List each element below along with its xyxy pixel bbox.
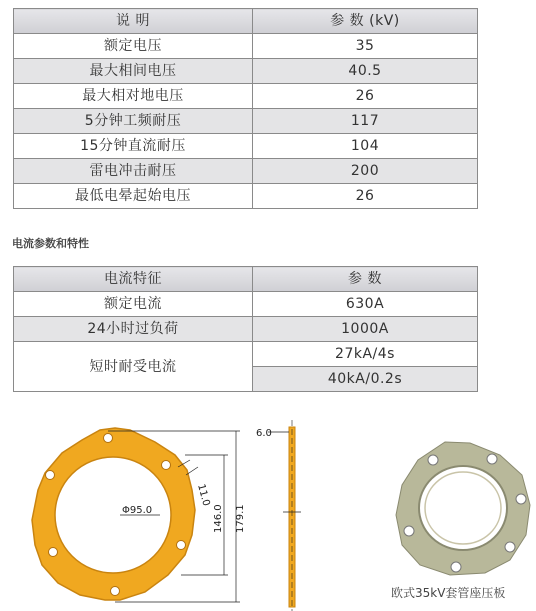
row-value: 35 <box>253 34 478 59</box>
bolt-hole-icon <box>104 434 113 443</box>
table-row <box>14 342 478 367</box>
row-label: 短时耐受电流 <box>14 342 253 392</box>
row-value: 1000A <box>253 317 478 342</box>
table-row <box>14 84 478 109</box>
dim-thickness: 6.0 <box>256 428 272 439</box>
table-row <box>14 109 478 134</box>
bolt-hole-icon <box>404 526 414 536</box>
row-value: 40kA/0.2s <box>253 367 478 392</box>
row-label: 24小时过负荷 <box>14 317 253 342</box>
row-value: 117 <box>253 109 478 134</box>
table-row <box>14 34 478 59</box>
row-label: 额定电压 <box>14 34 253 59</box>
row-value: 630A <box>253 292 478 317</box>
table-row <box>14 292 478 317</box>
bolt-hole-icon <box>162 461 171 470</box>
row-value: 104 <box>253 134 478 159</box>
row-label: 雷电冲击耐压 <box>14 159 253 184</box>
pressure-plate-drawing <box>0 415 536 611</box>
table-header-row <box>14 267 478 292</box>
bolt-hole-icon <box>49 548 58 557</box>
row-value: 26 <box>253 184 478 209</box>
current-parameters-table <box>13 266 478 392</box>
row-value: 200 <box>253 159 478 184</box>
section-title: 电流参数和特性 <box>12 237 89 250</box>
dim-179: 179.1 <box>235 504 246 533</box>
photo-caption: 欧式35kV套管座压板 <box>391 586 506 600</box>
table-row <box>14 59 478 84</box>
bolt-hole-icon <box>516 494 526 504</box>
bolt-hole-icon <box>487 454 497 464</box>
row-value: 40.5 <box>253 59 478 84</box>
plate-side-view <box>268 420 301 611</box>
row-label: 15分钟直流耐压 <box>14 134 253 159</box>
bolt-hole-icon <box>111 587 120 596</box>
dim-inner-diameter: Φ95.0 <box>122 505 153 516</box>
bolt-hole-icon <box>505 542 515 552</box>
header-parameter: 参 数 <box>253 267 478 292</box>
table-row <box>14 134 478 159</box>
header-current-feature: 电流特征 <box>14 267 253 292</box>
row-label: 最大相间电压 <box>14 59 253 84</box>
row-value: 27kA/4s <box>253 342 478 367</box>
metal-plate-photo <box>396 442 530 575</box>
row-label: 额定电流 <box>14 292 253 317</box>
voltage-parameters-table <box>13 8 478 209</box>
row-value: 26 <box>253 84 478 109</box>
bolt-hole-icon <box>428 455 438 465</box>
dim-slot: 11.0 <box>195 482 212 508</box>
row-label: 最低电晕起始电压 <box>14 184 253 209</box>
bolt-hole-icon <box>46 471 55 480</box>
header-description: 说 明 <box>14 9 253 34</box>
table-row <box>14 159 478 184</box>
bolt-hole-icon <box>451 562 461 572</box>
table-row <box>14 317 478 342</box>
table-row <box>14 184 478 209</box>
plate-front-view <box>32 428 195 600</box>
table-header-row <box>14 9 478 34</box>
row-label: 5分钟工频耐压 <box>14 109 253 134</box>
row-label: 最大相对地电压 <box>14 84 253 109</box>
bolt-hole-icon <box>177 541 186 550</box>
header-parameter-kv: 参 数 (kV) <box>253 9 478 34</box>
dim-146: 146.0 <box>213 504 224 533</box>
